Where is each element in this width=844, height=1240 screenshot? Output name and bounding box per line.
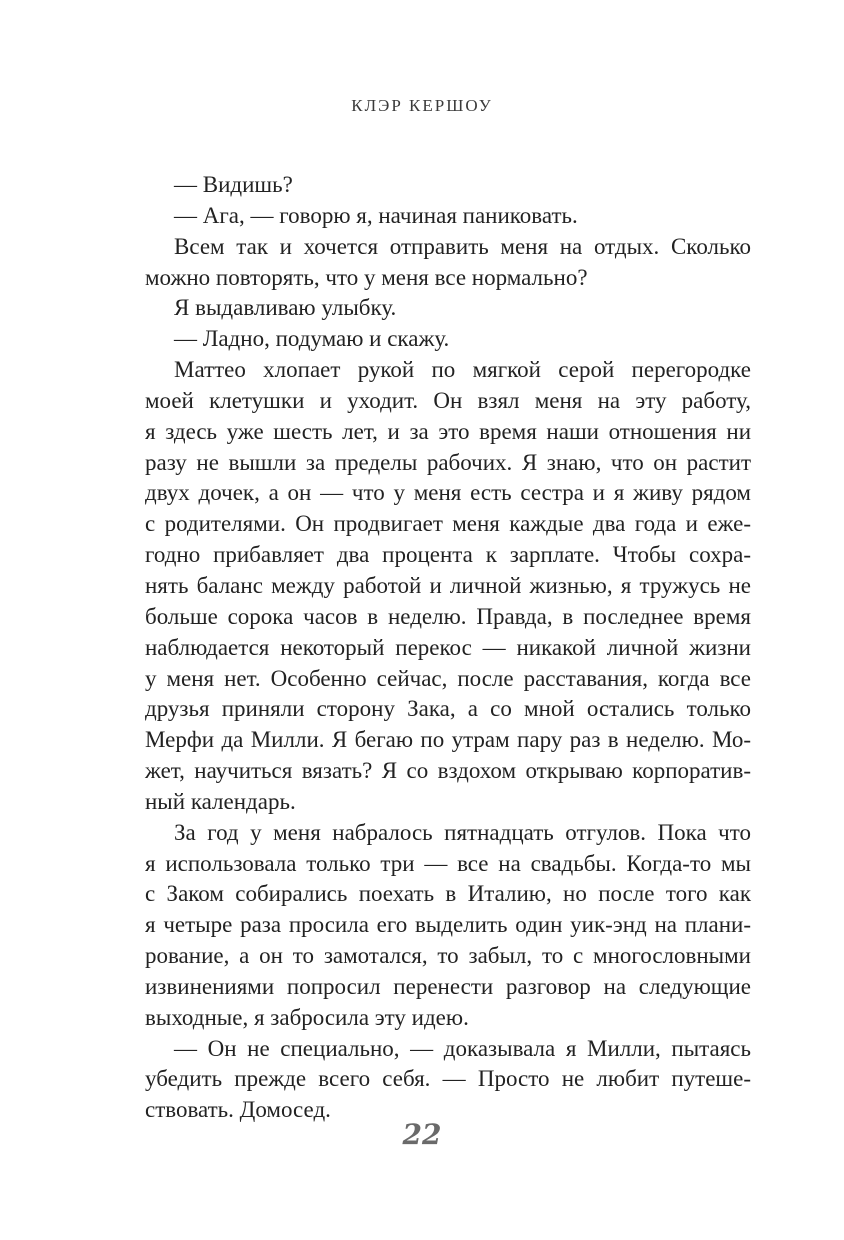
text-line: я здесь уже шесть лет, и за это время наши отношения ни <box>145 418 751 444</box>
text-line: убедить прежде всего себя. — Просто не любит путеше- <box>145 1066 751 1092</box>
text-line: Всем так и хочется отправить меня на отдых. Сколько <box>174 233 751 259</box>
text-line: Я выдавливаю улыбку. <box>174 295 397 321</box>
text-line: нять баланс между работой и личной жизнью, я тружусь не <box>145 572 751 598</box>
text-line: я использовала только три — все на свадьбы. Когда-то мы <box>145 850 751 876</box>
text-line: можно повторять, что у меня все нормально? <box>145 264 588 290</box>
text-line: годно прибавляет два процента к зарплате. Чтобы сохра- <box>145 542 751 568</box>
text-line: с Заком собирались поехать в Италию, но после того как <box>145 881 751 907</box>
running-head: КЛЭР КЕРШОУ <box>351 96 493 115</box>
text-line: извинениями попросил перенести разговор на следующие <box>145 973 751 999</box>
text-line: ный календарь. <box>145 788 296 814</box>
text-line: с родителями. Он продвигает меня каждые два года и еже- <box>145 511 751 537</box>
page-number: 22 <box>402 1118 442 1151</box>
text-line: ствовать. Домосед. <box>145 1097 331 1123</box>
text-line: — Он не специально, — доказывала я Милли, пытаясь <box>174 1035 751 1061</box>
text-line: — Видишь? <box>174 172 293 197</box>
text-line: жет, научиться вязать? Я со вздохом открываю корпоратив- <box>145 758 751 784</box>
text-line: выходные, я забросила эту идею. <box>145 1004 469 1030</box>
text-line: моей клетушки и уходит. Он взял меня на эту работу, <box>145 387 751 413</box>
body-text <box>145 170 751 1126</box>
text-line: двух дочек, а он — что у меня есть сестра и я живу рядом <box>145 480 751 506</box>
text-line: разу не вышли за пределы рабочих. Я знаю, что он растит <box>145 449 751 475</box>
text-line: — Ладно, подумаю и скажу. <box>174 326 450 352</box>
text-line: больше сорока часов в неделю. Правда, в последнее время <box>145 603 751 629</box>
text-line: рование, а он то замотался, то забыл, то с многословными <box>145 943 751 969</box>
text-line: я четыре раза просила его выделить один уик-энд на плани- <box>145 912 751 938</box>
text-line: у меня нет. Особенно сейчас, после расставания, когда все <box>145 665 751 691</box>
text-line: — Ага, — говорю я, начиная паниковать. <box>174 202 578 228</box>
text-line: Маттео хлопает рукой по мягкой серой перегородке <box>174 357 751 383</box>
text-line: наблюдается некоторый перекос — никакой личной жизни <box>145 634 751 660</box>
text-line: друзья приняли сторону Зака, а со мной остались только <box>145 696 751 722</box>
text-line: Мерфи да Милли. Я бегаю по утрам пару раз в неделю. Мо- <box>145 727 751 753</box>
text-line: За год у меня набралось пятнадцать отгулов. Пока что <box>174 819 751 845</box>
